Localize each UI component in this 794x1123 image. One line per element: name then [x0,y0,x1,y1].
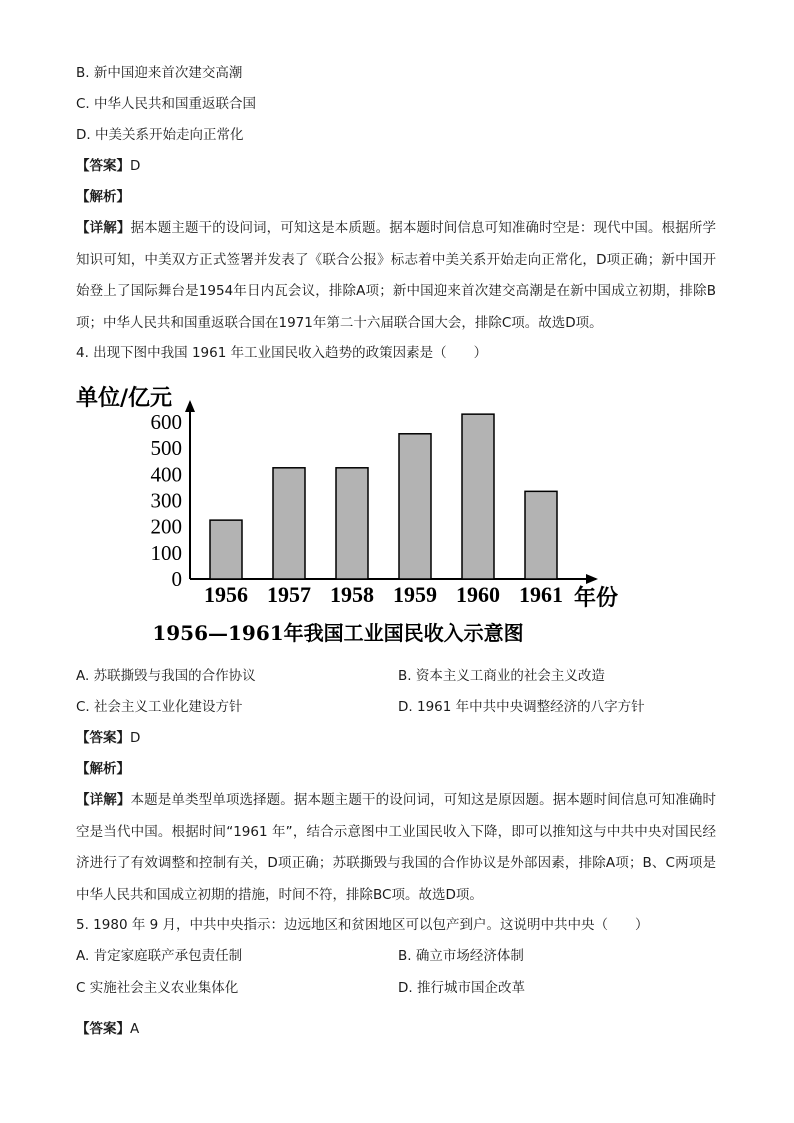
q4-option-c: C. 社会主义工业化建设方针 [76,699,243,715]
q3-option-b: B. 新中国迎来首次建交高潮 [76,65,243,81]
chart-x-label: 年份 [574,585,619,611]
answer-label: 【答案】 [76,730,130,746]
answer-value: D [130,730,141,746]
q5-option-c: C 实施社会主义农业集体化 [76,980,239,996]
q3-option-c: C. 中华人民共和国重返联合国 [76,96,257,112]
y-tick-label: 200 [150,514,182,539]
analysis-label: 【解析】 [76,189,130,205]
q5-option-d: D. 推行城市国企改革 [398,980,525,996]
q4-option-d: D. 1961 年中共中央调整经济的八字方针 [398,699,645,715]
bar [462,414,494,579]
q4-stem: 4. 出现下图中我国 1961 年工业国民收入趋势的政策因素是（ ） [76,345,488,361]
q4-detail [76,785,716,911]
x-tick-label: 1957 [267,582,311,607]
q3-option-d: D. 中美关系开始走向正常化 [76,127,244,143]
y-axis-arrow [185,400,195,412]
bar [210,520,242,579]
q4-answer [76,728,140,748]
bar [273,468,305,579]
detail-label: 【详解】 [76,220,131,236]
y-tick-label: 400 [150,462,182,487]
q4-analysis-label [76,759,130,779]
answer-value: D [130,158,141,174]
y-tick-label: 600 [150,410,182,434]
bar-chart [66,372,636,650]
chart-title: 1956—1961年我国工业国民收入示意图 [152,621,524,645]
x-tick-label: 1960 [456,582,500,607]
bar [399,434,431,579]
detail-text: 据本题主题干的设问词，可知这是本质题。据本题时间信息可知准确时空是：现代中国。根据所学知识可知，中美双方正式签署并发表了《联合公报》标志着中美关系开始走向正常化，D项正确；新中国开始登上了国际舞台是1954年日内瓦会议，排除A项；新中国迎来首次建交高潮是在新中国成立初期，排除B项；中华人民共和国重返联合国在1971年第二十六届联合国大会，排除C项。故选D项。 [76,220,717,331]
y-tick-label: 100 [150,540,182,565]
detail-text: 本题是单类型单项选择题。据本题主题干的设问词，可知这是原因题。据本题时间信息可知准确时空是当代中国。根据时间“1961 年”，结合示意图中工业国民收入下降，即可以推知这与中共中央对国民经济进行了有效调整和控制有关，D项正确；苏联撕毁与我国的合作协议是外部因素，排除A项；B、C两项是中华人民共和国成立初期的措施，时间不符，排除BC项。故选D项。 [76,792,717,903]
q3-analysis-label [76,187,130,207]
chart-y-ticks [151,410,183,591]
answer-label: 【答案】 [76,158,130,174]
chart-x-ticks [204,582,563,607]
q3-detail [76,213,716,339]
q3-answer [76,156,140,176]
q4-option-b: B. 资本主义工商业的社会主义改造 [398,668,605,684]
y-tick-label: 300 [150,488,182,513]
y-tick-label: 500 [150,436,182,461]
bar [336,468,368,579]
q5-option-b: B. 确立市场经济体制 [398,948,524,964]
chart-bars [210,414,557,579]
answer-value: A [130,1021,140,1037]
x-tick-label: 1958 [330,582,374,607]
x-tick-label: 1956 [204,582,248,607]
q5-option-a: A. 肯定家庭联产承包责任制 [76,948,243,964]
bar [525,491,557,579]
chart-y-label: 单位/亿元 [76,385,173,411]
q5-stem: 5. 1980 年 9 月，中共中央指示：边远地区和贫困地区可以包产到户。这说明中共中央（ ） [76,917,649,933]
q5-answer [76,1019,139,1039]
y-tick-label: 0 [171,567,182,591]
x-tick-label: 1959 [393,582,437,607]
q4-option-a: A. 苏联撕毁与我国的合作协议 [76,668,256,684]
x-tick-label: 1961 [519,582,563,607]
x-axis-arrow [586,574,598,584]
answer-label: 【答案】 [76,1021,130,1037]
detail-label: 【详解】 [76,792,131,808]
analysis-label: 【解析】 [76,761,130,777]
